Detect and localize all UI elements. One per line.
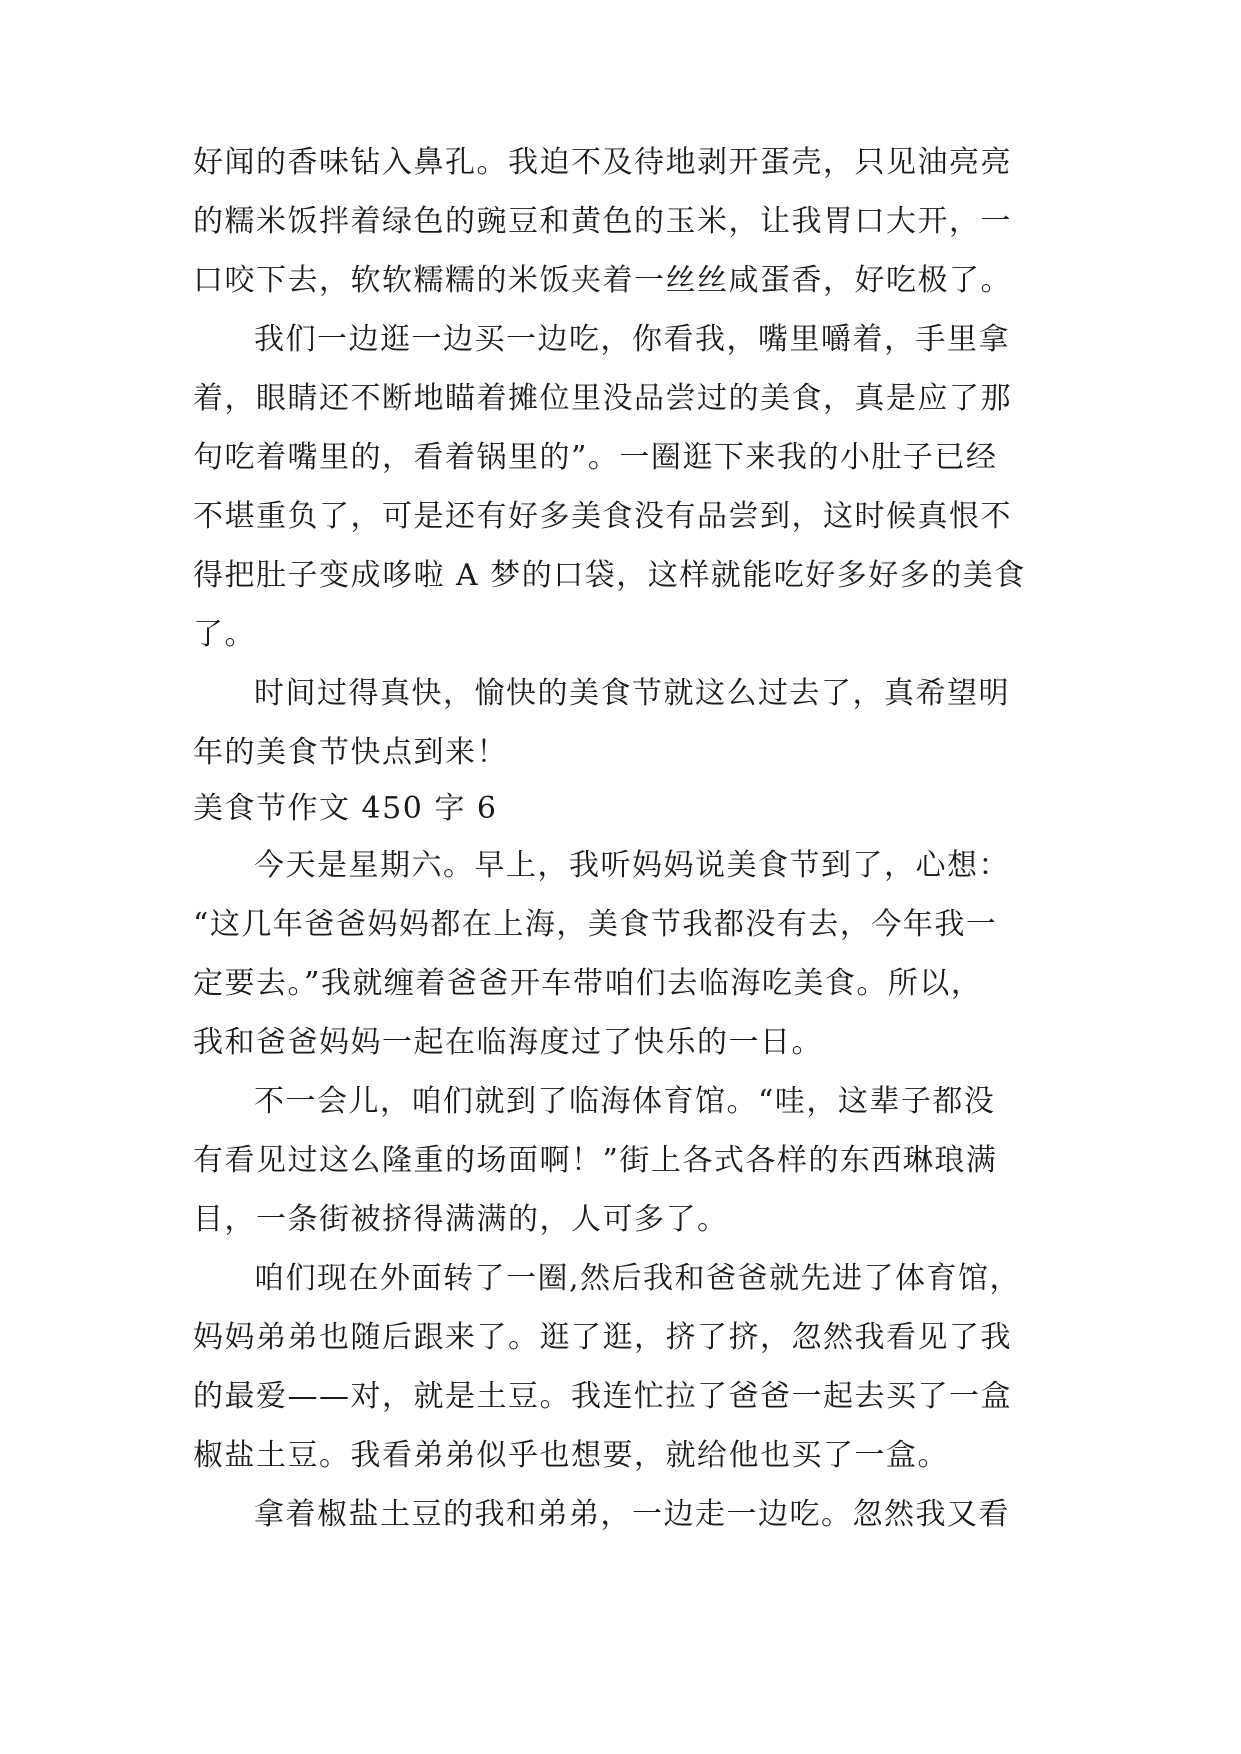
section-heading: 美食节作文 450 字 6 xyxy=(193,791,498,826)
text-line: 了。 xyxy=(193,617,256,652)
text-line: 口咬下去，软软糯糯的米饭夹着一丝丝咸蛋香，好吃极了。 xyxy=(193,263,1012,298)
text-line: 的糯米饭拌着绿色的豌豆和黄色的玉米，让我胃口大开，一 xyxy=(193,204,1012,239)
text-line: “这几年爸爸妈妈都在上海，美食节我都没有去，今年我一 xyxy=(193,907,998,942)
text-line: 不堪重负了，可是还有好多美食没有品尝到，这时候真恨不 xyxy=(193,499,1012,534)
text-line: 目，一条街被挤得满满的，人可多了。 xyxy=(193,1202,729,1237)
text-line: 着，眼睛还不断地瞄着摊位里没品尝过的美食，真是应了那 xyxy=(193,381,1012,416)
text-line: 我和爸爸妈妈一起在临海度过了快乐的一日。 xyxy=(193,1025,823,1060)
text-line: 好闻的香味钻入鼻孔。我迫不及待地剥开蛋壳，只见油亮亮 xyxy=(193,145,1012,180)
text-line: 的最爱——对，就是土豆。我连忙拉了爸爸一起去买了一盒 xyxy=(193,1379,1012,1414)
text-line: 椒盐土豆。我看弟弟似乎也想要，就给他也买了一盒。 xyxy=(193,1438,949,1473)
text-line: 有看见过这么隆重的场面啊！”街上各式各样的东西琳琅满 xyxy=(193,1143,998,1178)
text-line: 定要去。”我就缠着爸爸开车带咱们去临海吃美食。所以， xyxy=(193,966,983,1001)
paragraph-start-line: 咱们现在外面转了一圈,然后我和爸爸就先进了体育馆， xyxy=(254,1261,1022,1296)
text-line: 句吃着嘴里的，看着锅里的”。一圈逛下来我的小肚子已经 xyxy=(193,440,998,475)
paragraph-start-line: 今天是星期六。早上，我听妈妈说美食节到了，心想： xyxy=(254,848,1010,883)
text-line: 得把肚子变成哆啦 A 梦的口袋，这样就能吃好多好多的美食 xyxy=(193,558,1026,593)
text-line: 年的美食节快点到来！ xyxy=(193,735,508,770)
paragraph-start-line: 不一会儿，咱们就到了临海体育馆。“哇，这辈子都没 xyxy=(254,1084,996,1119)
paragraph-start-line: 我们一边逛一边买一边吃，你看我，嘴里嚼着，手里拿 xyxy=(254,322,1010,357)
text-line: 妈妈弟弟也随后跟来了。逛了逛，挤了挤，忽然我看见了我 xyxy=(193,1320,1012,1355)
paragraph-start-line: 拿着椒盐土豆的我和弟弟，一边走一边吃。忽然我又看 xyxy=(254,1497,1010,1532)
paragraph-start-line: 时间过得真快，愉快的美食节就这么过去了，真希望明 xyxy=(254,676,1010,711)
